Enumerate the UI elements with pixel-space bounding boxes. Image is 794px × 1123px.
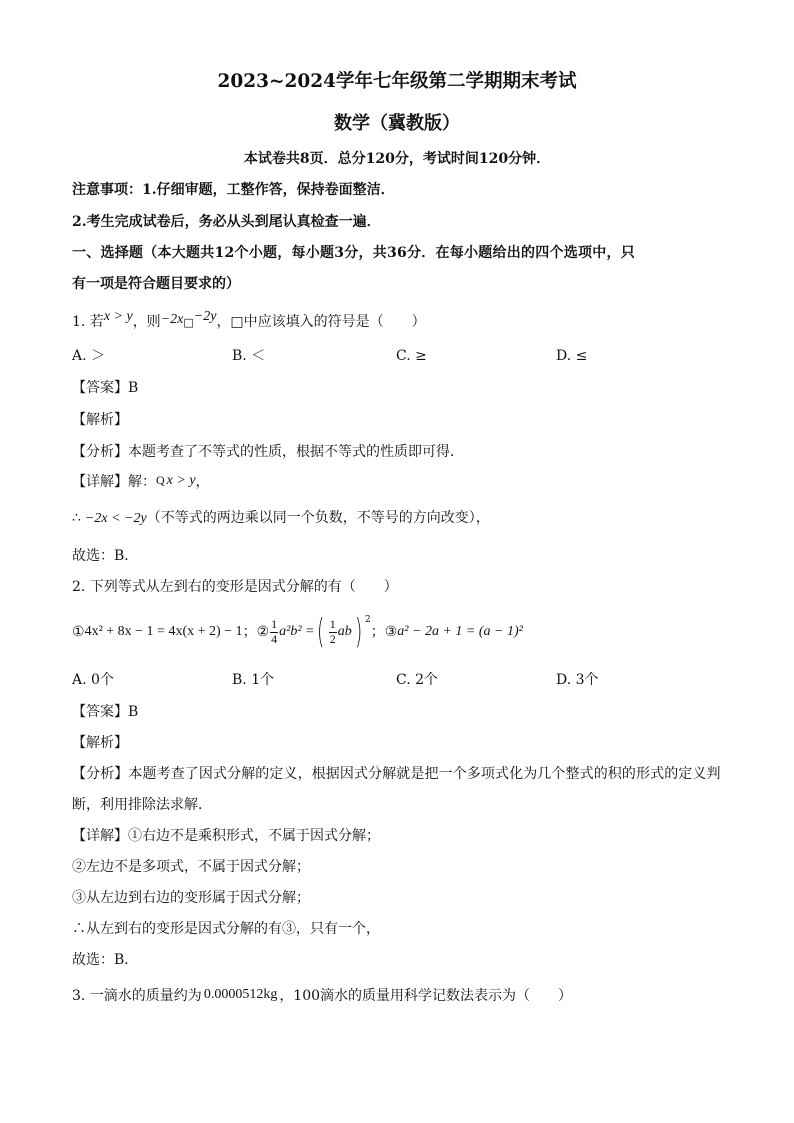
q1-rhs: −2y [193, 309, 217, 324]
question-2-stem: 2. 下列等式从左到右的变形是因式分解的有（ ） [72, 579, 398, 595]
q3-value: 0.0000512kg [203, 987, 278, 1002]
q1-detail-expr: x > y [166, 473, 196, 488]
notice-item-1: 1.仔细审题，工整作答，保持卷面整洁． [142, 182, 395, 198]
exam-title: 2023~2024学年七年级第二学期期末考试 [217, 71, 577, 92]
q3-post: ，100滴水的质量用科学记数法表示为（ ） [279, 988, 573, 1004]
q2-eq2-inner: ab [337, 624, 352, 639]
q1-step-expr: −2x < −2y [84, 511, 147, 526]
q2-detail-line-2: ②左边不是多项式，不属于因式分解； [72, 859, 310, 875]
therefore-symbol: ∴ [72, 510, 81, 526]
q1-lhs: −2x [160, 312, 184, 327]
q2-eq2-inner-den: 2 [329, 631, 336, 646]
q1-condition: x > y [103, 309, 133, 324]
q2-option-a: A. 0个 [72, 672, 114, 688]
q2-eq2-inner-fraction [329, 618, 337, 645]
q1-option-d: D. ≤ [556, 348, 588, 364]
q1-fenxi: 【分析】本题考查了不等式的性质，根据不等式的性质即可得． [72, 444, 464, 460]
q2-option-b: B. 1个 [232, 672, 275, 688]
q2-detail-line-3: ③从左边到右边的变形属于因式分解； [72, 890, 310, 906]
q2-analysis-label: 【解析】 [72, 735, 128, 751]
exam-subtitle: 数学（冀教版） [334, 113, 460, 134]
q2-sep1: ； [242, 624, 257, 640]
q1-step-note: （不等式的两边乘以同一个负数，不等号的方向改变）， [146, 510, 490, 526]
q1-detail [72, 475, 210, 490]
q2-fenxi-line-2: 断，利用排除法求解． [72, 797, 212, 813]
notice-label: 注意事项： [72, 182, 142, 198]
q1-answer: 【答案】B [72, 380, 139, 396]
section-heading-line-2: 有一项是符合题目要求的） [72, 276, 240, 292]
question-3-stem [72, 989, 572, 1004]
q2-eq2-frac-num: 1 [271, 617, 278, 632]
q2-eq2-frac-den: 4 [271, 631, 278, 646]
q2-eq2-mark: ② [256, 624, 270, 640]
q2-eq1: 4x² + 8x − 1 = 4x(x + 2) − 1 [84, 624, 243, 639]
q2-choice: 故选：B． [72, 952, 139, 968]
because-symbol: Q [156, 473, 165, 487]
q3-pre: 3. 一滴水的质量约为 [72, 988, 202, 1004]
q2-equations: ① 4x² + 8x − 1 = 4x(x + 2) − 1 ； ② $\frac{1}{4}$ a²b² = ( $\frac{1}{2}$ ab ) 2 ； ③ a² − 2a + 1 = (a − 1)² [72, 612, 523, 652]
exam-info: 本试卷共8页．总分120分，考试时间120分钟． [243, 151, 551, 167]
q2-eq3: a² − 2a + 1 = (a − 1)² [397, 624, 523, 639]
q2-option-d: D. 3个 [556, 672, 599, 688]
q2-answer: 【答案】B [72, 704, 139, 720]
q1-option-c: C. ≥ [396, 348, 427, 364]
q2-sep2: ； [370, 624, 385, 640]
q2-eq1-mark: ① [72, 624, 85, 640]
section-heading-line-1: 一、选择题（本大题共12个小题，每小题3分，共36分．在每小题给出的四个选项中，只 [72, 245, 635, 261]
q1-box: □ [183, 316, 194, 329]
q2-eq2-inner-num: 1 [329, 617, 336, 632]
q2-eq2-fraction [270, 618, 278, 645]
q2-eq2-exp: 2 [365, 614, 371, 625]
q1-mid: ，则 [132, 314, 161, 330]
notice-line-1 [72, 183, 395, 197]
q2-fenxi-line-1: 【分析】本题考查了因式分解的定义，根据因式分解就是把一个多项式化为几个整式的积的形式的定义判 [72, 766, 721, 782]
question-1-stem [72, 309, 426, 330]
notice-item-2: 2.考生完成试卷后，务必从头到尾认真检查一遍． [72, 214, 381, 230]
q2-eq3-mark: ③ [384, 624, 398, 640]
q2-detail-line-1: 【详解】①右边不是乘积形式，不属于因式分解； [72, 828, 380, 844]
q2-option-c: C. 2个 [396, 672, 439, 688]
q2-detail-line-4: ∴从左到右的变形是因式分解的有③，只有一个， [72, 921, 380, 937]
q1-detail-comma: ， [195, 474, 210, 490]
q1-detail-label: 【详解】解： [72, 474, 156, 490]
q1-step [72, 511, 490, 526]
q1-tail: ，□中应该填入的符号是（ ） [216, 314, 426, 330]
q1-choice: 故选：B． [72, 548, 139, 564]
q1-option-b: B. ＜ [232, 348, 266, 364]
q2-eq2-lhs: a²b² = [279, 624, 315, 639]
q1-analysis-label: 【解析】 [72, 412, 128, 428]
q1-option-a: A. ＞ [72, 348, 106, 364]
q1-number: 1. 若 [72, 314, 104, 330]
